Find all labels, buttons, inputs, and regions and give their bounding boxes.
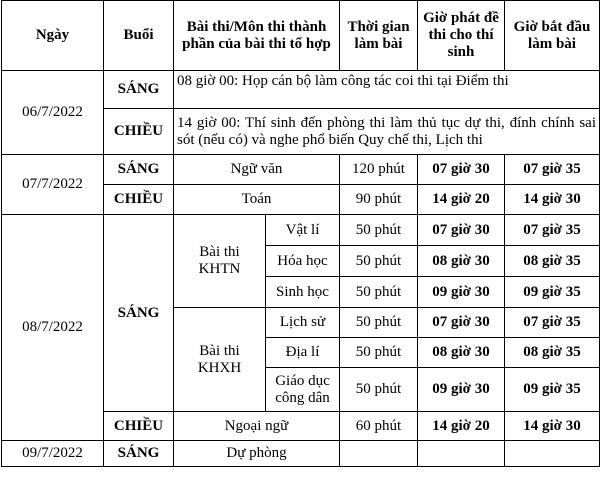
- group-cell-khtn: Bài thi KHTN: [174, 215, 266, 308]
- duration-cell: 50 phút: [340, 215, 418, 246]
- start-time-cell: 08 giờ 35: [505, 246, 600, 277]
- session-cell: CHIỀU: [104, 185, 174, 215]
- header-row: [2, 1, 600, 71]
- duration-cell: 50 phút: [340, 338, 418, 368]
- table-row: [2, 71, 600, 109]
- session-cell: SÁNG: [104, 155, 174, 185]
- table-row: [2, 215, 600, 246]
- subject-cell: Vật lí: [266, 215, 340, 246]
- start-time-cell: 14 giờ 30: [505, 412, 600, 441]
- duration-cell: 50 phút: [340, 368, 418, 412]
- subject-cell: Ngữ văn: [174, 155, 340, 185]
- table-row: [2, 441, 600, 467]
- header-date: Ngày: [2, 1, 104, 71]
- subject-cell: Ngoại ngữ: [174, 412, 340, 441]
- start-time-cell: 07 giờ 35: [505, 155, 600, 185]
- date-cell: 08/7/2022: [2, 215, 104, 441]
- table-row: [2, 155, 600, 185]
- group-cell-khxh: Bài thi KHXH: [174, 308, 266, 412]
- subject-cell: Sinh học: [266, 277, 340, 308]
- duration-cell: 50 phút: [340, 246, 418, 277]
- subject-cell: Toán: [174, 185, 340, 215]
- header-subject: Bài thi/Môn thi thành phần của bài thi tổ hợp: [174, 1, 340, 71]
- session-cell: SÁNG: [104, 441, 174, 467]
- distribute-time-cell: [418, 441, 505, 467]
- distribute-time-cell: 09 giờ 30: [418, 277, 505, 308]
- session-cell: CHIỀU: [104, 412, 174, 441]
- duration-cell: 120 phút: [340, 155, 418, 185]
- subject-cell: Giáo dục công dân: [266, 368, 340, 412]
- date-cell: 07/7/2022: [2, 155, 104, 215]
- exam-schedule-table: [1, 0, 600, 467]
- subject-cell: Lịch sử: [266, 308, 340, 338]
- start-time-cell: 14 giờ 30: [505, 185, 600, 215]
- header-session: Buổi: [104, 1, 174, 71]
- subject-cell: Dự phòng: [174, 441, 340, 467]
- distribute-time-cell: 08 giờ 30: [418, 338, 505, 368]
- distribute-time-cell: 07 giờ 30: [418, 215, 505, 246]
- duration-cell: [340, 441, 418, 467]
- subject-cell: Địa lí: [266, 338, 340, 368]
- duration-cell: 60 phút: [340, 412, 418, 441]
- subject-cell: Hóa học: [266, 246, 340, 277]
- start-time-cell: 07 giờ 35: [505, 215, 600, 246]
- start-time-cell: 07 giờ 35: [505, 308, 600, 338]
- duration-cell: 50 phút: [340, 308, 418, 338]
- duration-cell: 50 phút: [340, 277, 418, 308]
- start-time-cell: 08 giờ 35: [505, 338, 600, 368]
- note-cell: 08 giờ 00: Họp cán bộ làm công tác coi thi tại Điểm thi: [174, 71, 600, 109]
- distribute-time-cell: 14 giờ 20: [418, 185, 505, 215]
- distribute-time-cell: 09 giờ 30: [418, 368, 505, 412]
- session-cell: SÁNG: [104, 71, 174, 109]
- date-cell: 09/7/2022: [2, 441, 104, 467]
- start-time-cell: 09 giờ 35: [505, 368, 600, 412]
- distribute-time-cell: 14 giờ 20: [418, 412, 505, 441]
- distribute-time-cell: 08 giờ 30: [418, 246, 505, 277]
- note-cell: 14 giờ 00: Thí sinh đến phòng thi làm thủ tục dự thi, đính chính sai sót (nếu có) và nghe phổ biến Quy chế thi, Lịch thi: [174, 109, 600, 155]
- header-distribute-time: Giờ phát đề thi cho thí sinh: [418, 1, 505, 71]
- session-cell: SÁNG: [104, 215, 174, 412]
- header-start-time: Giờ bắt đầu làm bài: [505, 1, 600, 71]
- distribute-time-cell: 07 giờ 30: [418, 308, 505, 338]
- date-cell: 06/7/2022: [2, 71, 104, 155]
- distribute-time-cell: 07 giờ 30: [418, 155, 505, 185]
- start-time-cell: [505, 441, 600, 467]
- start-time-cell: 09 giờ 35: [505, 277, 600, 308]
- header-duration: Thời gian làm bài: [340, 1, 418, 71]
- session-cell: CHIỀU: [104, 109, 174, 155]
- duration-cell: 90 phút: [340, 185, 418, 215]
